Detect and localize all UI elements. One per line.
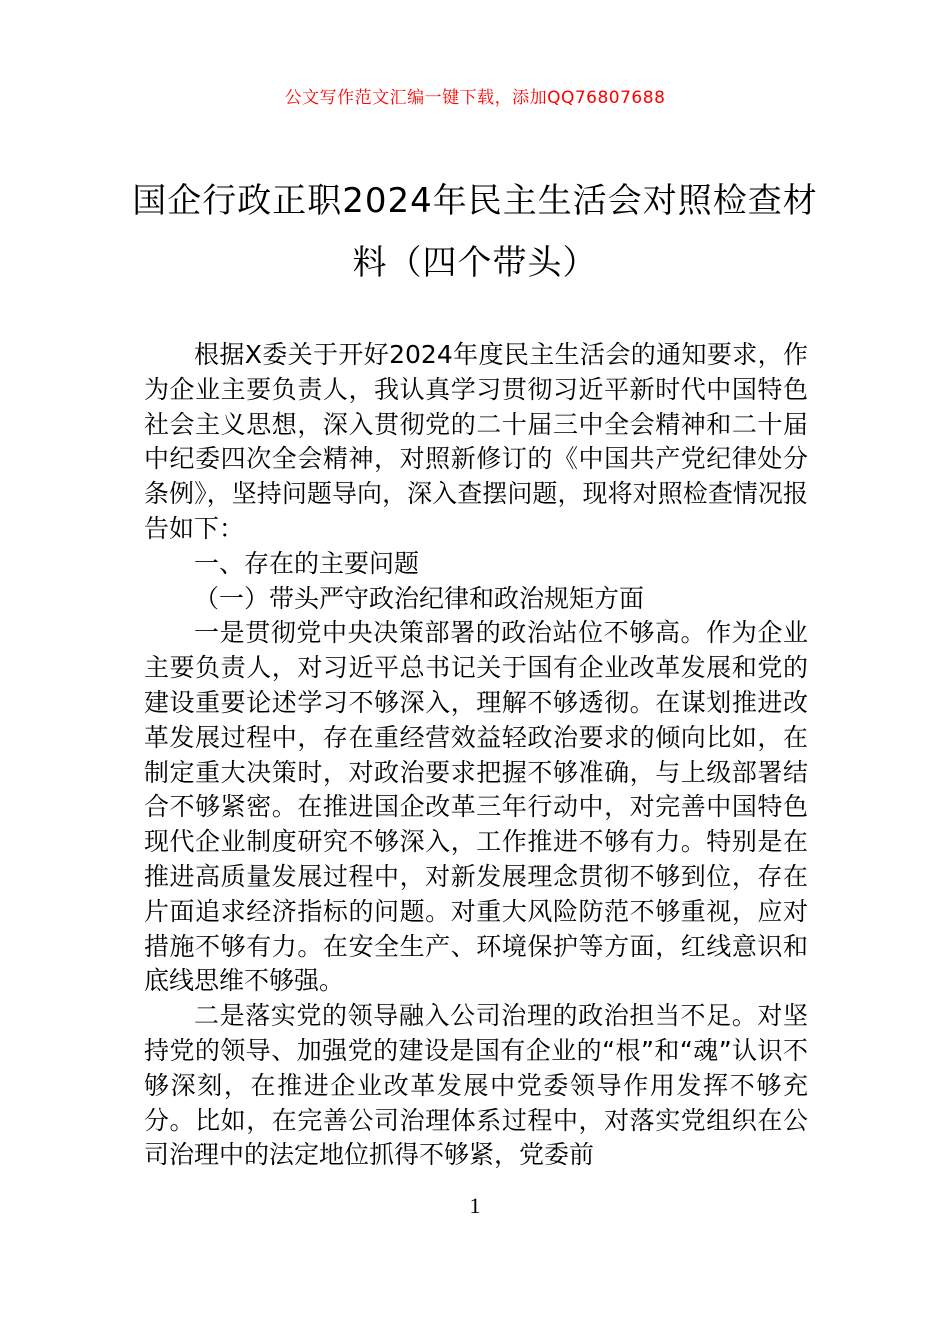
subsection-heading: （一）带头严守政治纪律和政治规矩方面: [194, 583, 645, 613]
body-paragraph-point-one: 一是贯彻党中央决策部署的政治站位不够高。作为企业主要负责人，对习近平总书记关于国有企业改革发展和党的建设重要论述学习不够深入，理解不够透彻。在谋划推进改革发展过程中，存在重经营效益轻政治要求的倾向比如，在制定重大决策时，对政治要求把握不够准确，与上级部署结合不够紧密。在推进国企改革三年行动中，对完善中国特色现代企业制度研究不够深入，工作推进不够有力。特别是在推进高质量发展过程中，对新发展理念贯彻不够到位，存在片面追求经济指标的问题。对重大风险防范不够重视，应对措施不够有力。在安全生产、环境保护等方面，红线意识和底线思维不够强。: [144, 618, 808, 996]
document-body: [144, 338, 808, 1173]
page-number: 1: [469, 1193, 481, 1218]
document-title: 国企行政正职2024年民主生活会对照检查材料（四个带头）: [132, 181, 818, 283]
section-heading: 一、存在的主要问题: [194, 548, 420, 578]
download-banner: 公文写作范文汇编一键下载，添加QQ76807688: [284, 88, 666, 108]
body-paragraph-point-two: 二是落实党的领导融入公司治理的政治担当不足。对坚持党的领导、加强党的建设是国有企业的“根”和“魂”认识不够深刻，在推进企业改革发展中党委领导作用发挥不够充分。比如，在完善公司治理体系过程中，对落实党组织在公司治理中的法定地位抓得不够紧，党委前: [144, 1001, 808, 1170]
intro-paragraph: 根据X委关于开好2024年度民主生活会的通知要求，作为企业主要负责人，我认真学习贯彻习近平新时代中国特色社会主义思想，深入贯彻党的二十届三中全会精神和二十届中纪委四次全会精神，对照新修订的《中国共产党纪律处分条例》，坚持问题导向，深入查摆问题，现将对照检查情况报告如下：: [144, 340, 808, 543]
